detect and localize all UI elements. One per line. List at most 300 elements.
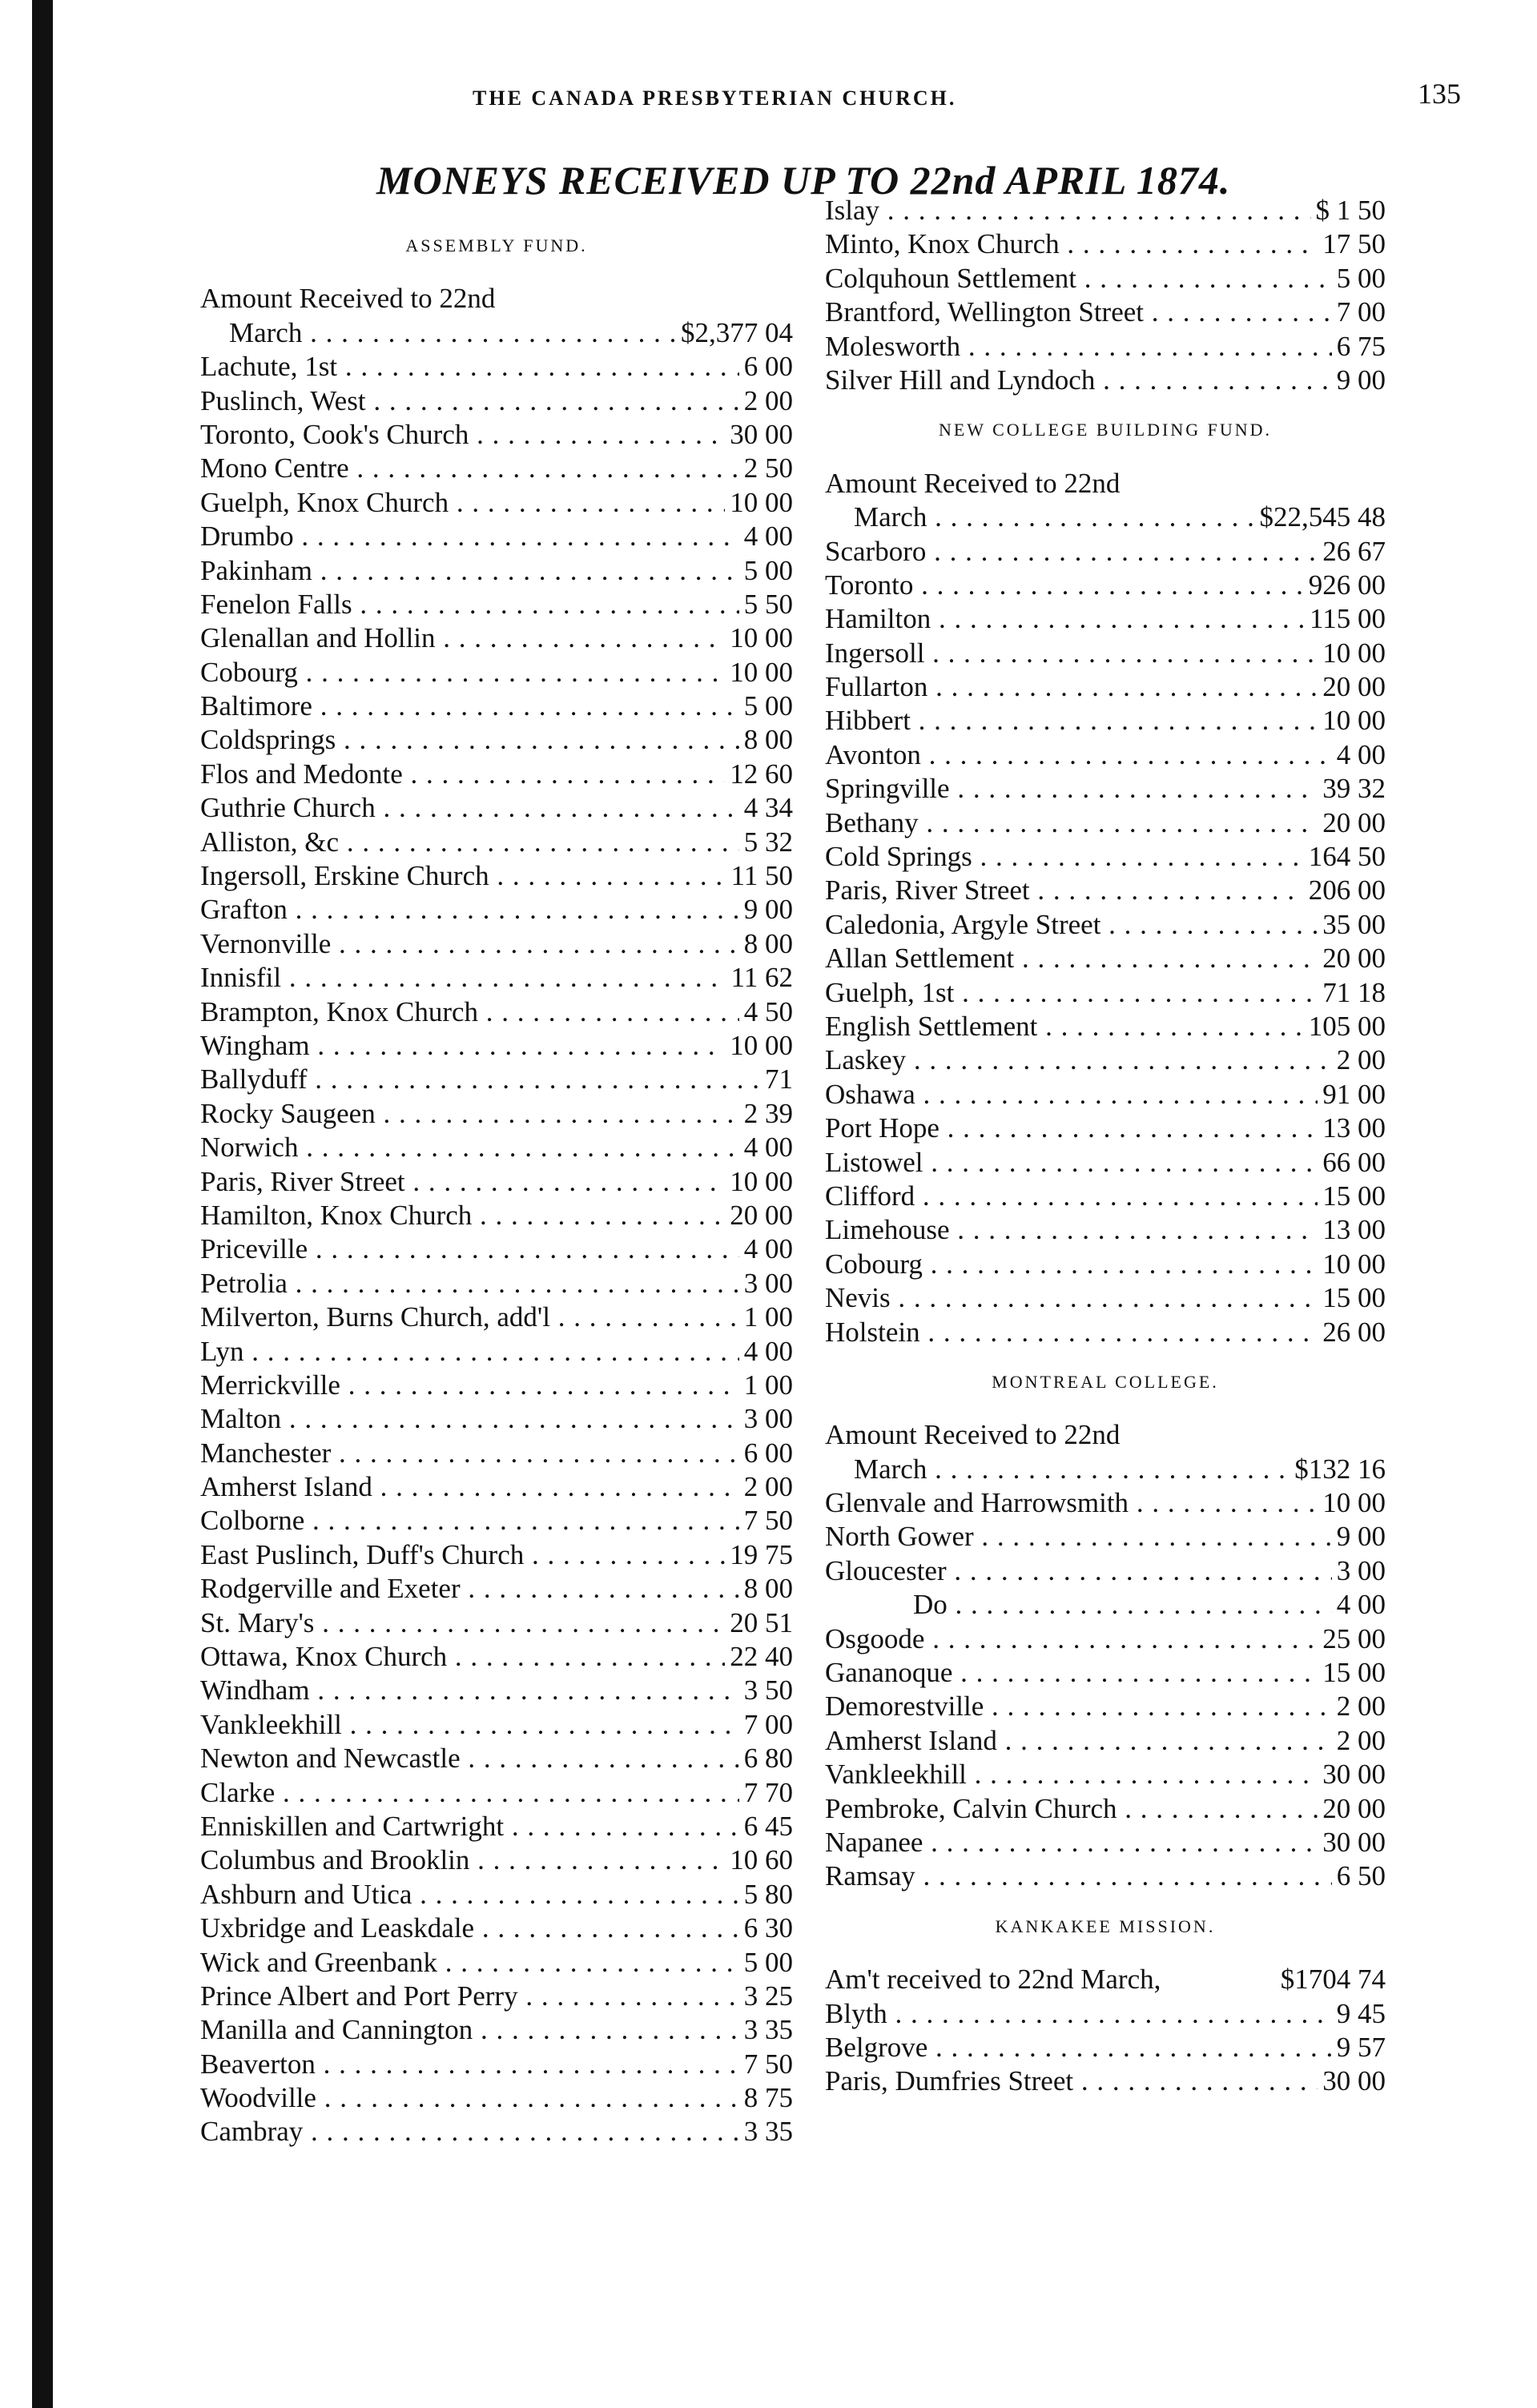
entry-congregation: Blyth . . . xyxy=(825,1997,1332,2031)
entry-amount: 20 51 xyxy=(730,1606,793,1638)
assembly-fund-continued-list xyxy=(825,194,1386,397)
entry-congregation: Brampton, Knox Church . . . xyxy=(200,995,739,1029)
entry-amount: 15 00 xyxy=(1322,1180,1386,1212)
entry-congregation: Cold Springs . . . xyxy=(825,840,1304,874)
entry-congregation: Scarboro . . . xyxy=(825,535,1318,569)
entry-amount: 17 50 xyxy=(1322,228,1386,260)
entry-congregation: Mono Centre . . . xyxy=(200,452,739,485)
entry-amount: 30 00 xyxy=(1322,1759,1386,1791)
assembly-fund-list xyxy=(200,350,793,2149)
ledger-entry xyxy=(200,1300,793,1334)
entry-congregation: Alliston, &c . . . xyxy=(200,826,739,859)
entry-congregation: Napanee . . . xyxy=(825,1826,1318,1859)
ledger-entry xyxy=(825,330,1386,364)
entry-congregation: Vernonville . . . xyxy=(200,927,739,961)
entry-amount: 20 00 xyxy=(1322,943,1386,975)
ledger-entry xyxy=(825,637,1386,670)
entry-congregation: Demorestville . . . xyxy=(825,1690,1332,1723)
ledger-entry xyxy=(200,1742,793,1775)
entry-congregation: Ingersoll, Erskine Church . . . xyxy=(200,859,726,893)
entry-amount: 15 00 xyxy=(1322,1282,1386,1314)
entry-congregation: North Gower . . . xyxy=(825,1520,1332,1554)
entry-congregation: Holstein . . . xyxy=(825,1316,1318,1349)
entry-congregation: Toronto . . . xyxy=(825,569,1304,602)
entry-amount: 13 00 xyxy=(1322,1214,1386,1246)
entry-congregation: Paris, River Street . . . xyxy=(200,1165,725,1199)
entry-amount: 9 00 xyxy=(1336,1521,1386,1553)
ledger-entry xyxy=(825,227,1386,261)
entry-amount: 10 00 xyxy=(730,656,793,688)
entry-amount: 5 00 xyxy=(743,1946,793,1978)
entry-amount: 4 00 xyxy=(743,1132,793,1164)
opening-amount: $1704 74 xyxy=(1280,1964,1386,1996)
entry-amount: 30 00 xyxy=(1322,2065,1386,2097)
entry-amount: 10 00 xyxy=(730,1029,793,1061)
ledger-entry xyxy=(200,1369,793,1402)
entry-amount: 7 00 xyxy=(1336,296,1386,328)
entry-amount: 26 67 xyxy=(1322,535,1386,567)
entry-congregation: Fullarton . . . xyxy=(825,670,1318,704)
entry-amount: 12 60 xyxy=(730,758,793,790)
entry-amount: 19 75 xyxy=(730,1538,793,1570)
ledger-entry xyxy=(200,1878,793,1912)
ledger-entry xyxy=(200,859,793,893)
entry-congregation: Ashburn and Utica . . . xyxy=(200,1878,739,1912)
ledger-entry xyxy=(825,772,1386,806)
entry-congregation: Gananoque . . . xyxy=(825,1656,1318,1690)
ledger-entry xyxy=(200,1606,793,1640)
ledger-entry xyxy=(200,1980,793,2013)
entry-amount: 9 00 xyxy=(743,894,793,926)
entry-congregation: St. Mary's . . . xyxy=(200,1606,725,1640)
ledger-entry xyxy=(200,2013,793,2047)
entry-amount: 926 00 xyxy=(1308,569,1386,601)
ledger-entry xyxy=(200,1572,793,1606)
entry-amount: 9 45 xyxy=(1336,1997,1386,2029)
entry-congregation: Guelph, 1st . . . xyxy=(825,976,1318,1010)
entry-congregation: Allan Settlement . . . xyxy=(825,942,1318,975)
ledger-entry xyxy=(825,1180,1386,1213)
entry-congregation: Ramsay . . . xyxy=(825,1859,1332,1893)
entry-congregation: English Settlement . . . xyxy=(825,1010,1304,1043)
entry-congregation: Petrolia . . . xyxy=(200,1267,739,1300)
ledger-entry xyxy=(825,262,1386,295)
entry-congregation: Do . . . xyxy=(825,1588,1332,1622)
entry-congregation: Port Hope . . . xyxy=(825,1112,1318,1145)
ledger-entry xyxy=(200,350,793,384)
entry-congregation: Flos and Medonte . . . xyxy=(200,758,725,791)
page-title: MONEYS RECEIVED UP TO 22nd APRIL 1874. xyxy=(376,158,1231,203)
entry-amount: 2 00 xyxy=(743,384,793,416)
entry-congregation: Priceville . . . xyxy=(200,1232,739,1266)
ledger-entry xyxy=(825,194,1386,227)
entry-amount: 6 80 xyxy=(743,1743,793,1775)
ledger-entry xyxy=(825,295,1386,329)
entry-congregation: Rodgerville and Exeter . . . xyxy=(200,1572,739,1606)
ledger-entry xyxy=(825,1826,1386,1859)
ledger-entry xyxy=(825,1112,1386,1145)
ledger-entry xyxy=(200,1097,793,1131)
ledger-entry xyxy=(825,1656,1386,1690)
entry-congregation: East Puslinch, Duff's Church . . . xyxy=(200,1538,725,1572)
entry-amount: 7 00 xyxy=(743,1708,793,1740)
entry-congregation: Guelph, Knox Church . . . xyxy=(200,486,725,520)
ledger-entry xyxy=(200,1335,793,1369)
right-column xyxy=(825,194,1386,2099)
entry-amount: 3 00 xyxy=(1336,1554,1386,1586)
entry-amount: 30 00 xyxy=(730,418,793,450)
entry-amount: 2 50 xyxy=(743,452,793,484)
entry-amount: 4 00 xyxy=(1336,1589,1386,1621)
entry-congregation: Wick and Greenbank . . . xyxy=(200,1946,739,1980)
entry-amount: 7 50 xyxy=(743,1505,793,1537)
ledger-entry xyxy=(825,1554,1386,1588)
ledger-entry xyxy=(200,2115,793,2149)
entry-congregation: Cobourg . . . xyxy=(200,656,725,689)
entry-congregation: Caledonia, Argyle Street . . . xyxy=(825,908,1318,942)
entry-congregation: Clarke . . . xyxy=(200,1776,739,1810)
entry-congregation: Hamilton . . . xyxy=(825,602,1305,636)
ledger-entry xyxy=(825,1281,1386,1315)
entry-amount: 1 00 xyxy=(743,1369,793,1401)
entry-congregation: Islay . . . xyxy=(825,194,1311,227)
entry-amount: 66 00 xyxy=(1322,1146,1386,1178)
entry-amount: 10 00 xyxy=(1322,1487,1386,1519)
entry-amount: 15 00 xyxy=(1322,1657,1386,1689)
montreal-college-opening-line: Amount Received to 22nd xyxy=(825,1419,1121,1451)
entry-congregation: Milverton, Burns Church, add'l . . . xyxy=(200,1300,739,1334)
ledger-entry xyxy=(200,893,793,927)
entry-amount: 20 00 xyxy=(1322,806,1386,838)
ledger-entry xyxy=(200,452,793,485)
entry-congregation: Coldsprings . . . xyxy=(200,723,739,757)
ledger-entry xyxy=(825,1758,1386,1791)
ledger-entry xyxy=(200,1437,793,1470)
ledger-entry xyxy=(825,602,1386,636)
entry-congregation: Nevis . . . xyxy=(825,1281,1318,1315)
ledger-entry xyxy=(200,826,793,859)
entry-amount: 7 50 xyxy=(743,2048,793,2080)
entry-amount: 6 50 xyxy=(1336,1860,1386,1892)
entry-amount: 71 xyxy=(765,1063,793,1095)
entry-amount: 2 00 xyxy=(743,1471,793,1503)
entry-amount: 20 00 xyxy=(1322,671,1386,703)
entry-amount: 4 50 xyxy=(743,995,793,1027)
opening-label: March . . . xyxy=(854,500,1255,534)
opening-amount: $2,377 04 xyxy=(681,316,793,348)
entry-amount: 10 00 xyxy=(730,486,793,518)
entry-amount: 7 70 xyxy=(743,1776,793,1808)
entry-congregation: Belgrove . . . xyxy=(825,2031,1332,2064)
entry-amount: 5 80 xyxy=(743,1878,793,1910)
entry-amount: 5 00 xyxy=(743,690,793,722)
entry-amount: 3 35 xyxy=(743,2014,793,2046)
opening-label: March . . . xyxy=(229,316,676,350)
ledger-entry xyxy=(200,1165,793,1199)
entry-congregation: Puslinch, West . . . xyxy=(200,384,739,418)
entry-congregation: Ingersoll . . . xyxy=(825,637,1318,670)
entry-amount: 5 50 xyxy=(743,588,793,620)
ledger-entry xyxy=(200,486,793,520)
entry-amount: 20 00 xyxy=(730,1199,793,1231)
entry-amount: 91 00 xyxy=(1322,1078,1386,1110)
ledger-entry xyxy=(825,1724,1386,1758)
ledger-entry xyxy=(200,995,793,1029)
college-building-fund-list xyxy=(825,535,1386,1349)
entry-amount: 20 00 xyxy=(1322,1792,1386,1824)
entry-congregation: Vankleekhill . . . xyxy=(825,1758,1318,1791)
entry-amount: 3 25 xyxy=(743,1980,793,2012)
kankakee-mission-list xyxy=(825,1997,1386,2099)
entry-amount: 6 45 xyxy=(743,1810,793,1842)
kankakee-opening-balance xyxy=(825,1963,1386,1996)
entry-congregation: Malton . . . xyxy=(200,1402,739,1436)
entry-amount: 25 00 xyxy=(1322,1622,1386,1654)
entry-amount: 10 00 xyxy=(1322,1248,1386,1280)
entry-amount: 4 00 xyxy=(743,1233,793,1265)
entry-amount: 115 00 xyxy=(1310,603,1386,635)
ledger-entry xyxy=(825,1622,1386,1656)
college-fund-opening-balance xyxy=(825,500,1386,534)
entry-congregation: Windham . . . xyxy=(200,1674,739,1707)
running-head: THE CANADA PRESBYTERIAN CHURCH. xyxy=(473,86,957,110)
entry-congregation: Amherst Island . . . xyxy=(200,1470,739,1504)
entry-congregation: Drumbo . . . xyxy=(200,520,739,553)
college-building-fund-heading: NEW COLLEGE BUILDING FUND. xyxy=(938,420,1273,440)
montreal-college-heading: MONTREAL COLLEGE. xyxy=(992,1371,1219,1392)
ledger-entry xyxy=(200,656,793,689)
entry-congregation: Oshawa . . . xyxy=(825,1078,1318,1112)
ledger-entry xyxy=(825,1010,1386,1043)
ledger-entry xyxy=(200,1470,793,1504)
entry-congregation: Listowel . . . xyxy=(825,1146,1318,1180)
entry-congregation: Toronto, Cook's Church . . . xyxy=(200,418,725,452)
left-column xyxy=(200,229,793,2149)
ledger-entry xyxy=(825,1859,1386,1893)
ledger-entry xyxy=(825,704,1386,738)
entry-congregation: Beaverton . . . xyxy=(200,2048,739,2081)
entry-amount: 71 18 xyxy=(1322,976,1386,1008)
entry-amount: 5 00 xyxy=(1336,262,1386,294)
entry-congregation: Colborne . . . xyxy=(200,1504,739,1538)
ledger-entry xyxy=(200,1232,793,1266)
ledger-entry xyxy=(825,1792,1386,1826)
entry-amount: 8 00 xyxy=(743,1573,793,1605)
entry-congregation: Manchester . . . xyxy=(200,1437,739,1470)
entry-congregation: Fenelon Falls . . . xyxy=(200,588,739,621)
ledger-entry xyxy=(200,1063,793,1096)
entry-congregation: Uxbridge and Leaskdale . . . xyxy=(200,1912,739,1945)
entry-amount: 3 50 xyxy=(743,1674,793,1707)
entry-congregation: Springville . . . xyxy=(825,772,1318,806)
entry-congregation: Minto, Knox Church . . . xyxy=(825,227,1318,261)
entry-congregation: Lyn . . . xyxy=(200,1335,739,1369)
ledger-entry xyxy=(825,535,1386,569)
ledger-entry xyxy=(200,520,793,553)
entry-congregation: Enniskillen and Cartwright . . . xyxy=(200,1810,739,1843)
ledger-entry xyxy=(200,1946,793,1980)
entry-congregation: Paris, Dumfries Street . . . xyxy=(825,2064,1318,2098)
ledger-entry xyxy=(825,364,1386,397)
entry-amount: 2 00 xyxy=(1336,1724,1386,1756)
entry-amount: 3 00 xyxy=(743,1403,793,1435)
ledger-entry xyxy=(200,1402,793,1436)
ledger-entry xyxy=(200,758,793,791)
entry-congregation: Manilla and Cannington . . . xyxy=(200,2013,739,2047)
entry-amount: 4 00 xyxy=(743,521,793,553)
ledger-entry xyxy=(200,1843,793,1877)
ledger-entry xyxy=(200,1810,793,1843)
entry-congregation: Laskey . . . xyxy=(825,1043,1332,1077)
entry-amount: 6 00 xyxy=(743,351,793,383)
ledger-entry xyxy=(200,1131,793,1164)
book-spine-shadow xyxy=(32,0,53,2408)
entry-congregation: Vankleekhill . . . xyxy=(200,1708,739,1742)
entry-congregation: Norwich . . . xyxy=(200,1131,739,1164)
ledger-entry xyxy=(825,1248,1386,1281)
ledger-entry xyxy=(825,1043,1386,1077)
entry-congregation: Innisfil . . . xyxy=(200,961,726,995)
opening-label: Am't received to 22nd March, xyxy=(825,1964,1161,1996)
entry-congregation: Pakinham . . . xyxy=(200,554,739,588)
entry-amount: 5 32 xyxy=(743,826,793,858)
ledger-entry xyxy=(200,723,793,757)
ledger-entry xyxy=(200,961,793,995)
ledger-entry xyxy=(200,384,793,418)
entry-amount: 11 50 xyxy=(730,860,793,892)
entry-amount: 10 00 xyxy=(730,622,793,654)
ledger-entry xyxy=(200,588,793,621)
ledger-entry xyxy=(200,2048,793,2081)
entry-congregation: Baltimore . . . xyxy=(200,689,739,723)
entry-amount: 30 00 xyxy=(1322,1826,1386,1858)
ledger-entry xyxy=(200,1029,793,1063)
entry-congregation: Bethany . . . xyxy=(825,806,1318,840)
entry-amount: 9 57 xyxy=(1336,2031,1386,2063)
entry-congregation: Ballyduff . . . xyxy=(200,1063,760,1096)
entry-amount: 8 00 xyxy=(743,724,793,756)
ledger-entry xyxy=(825,1997,1386,2031)
entry-amount: 6 00 xyxy=(743,1437,793,1469)
ledger-entry xyxy=(200,1776,793,1810)
ledger-entry xyxy=(825,840,1386,874)
ledger-entry xyxy=(200,1504,793,1538)
entry-amount: 22 40 xyxy=(730,1641,793,1673)
ledger-entry xyxy=(200,1674,793,1707)
entry-congregation: Brantford, Wellington Street . . . xyxy=(825,295,1332,329)
page-number: 135 xyxy=(1418,78,1461,110)
montreal-college-opening-balance xyxy=(825,1453,1386,1486)
entry-amount: 4 00 xyxy=(1336,738,1386,770)
ledger-entry xyxy=(825,738,1386,772)
entry-amount: 4 34 xyxy=(743,792,793,824)
entry-amount: 2 39 xyxy=(743,1097,793,1129)
entry-amount: 10 00 xyxy=(730,1165,793,1197)
entry-amount: 3 00 xyxy=(743,1267,793,1299)
college-fund-opening-line: Amount Received to 22nd xyxy=(825,467,1121,499)
entry-amount: 26 00 xyxy=(1322,1316,1386,1348)
kankakee-mission-heading: KANKAKEE MISSION. xyxy=(995,1916,1216,1936)
ledger-entry xyxy=(825,1690,1386,1723)
ledger-entry xyxy=(200,791,793,825)
entry-amount: 6 75 xyxy=(1336,330,1386,362)
entry-congregation: Gloucester . . . xyxy=(825,1554,1332,1588)
entry-congregation: Silver Hill and Lyndoch . . . xyxy=(825,364,1332,397)
entry-amount: 8 75 xyxy=(743,2082,793,2114)
entry-amount: 35 00 xyxy=(1322,908,1386,940)
ledger-entry xyxy=(200,1538,793,1572)
assembly-fund-opening-line: Amount Received to 22nd xyxy=(200,283,496,315)
ledger-entry xyxy=(200,2081,793,2115)
ledger-entry xyxy=(825,569,1386,602)
entry-amount: 5 00 xyxy=(743,554,793,586)
entry-amount: 4 00 xyxy=(743,1335,793,1367)
entry-amount: 13 00 xyxy=(1322,1112,1386,1144)
entry-congregation: Pembroke, Calvin Church . . . xyxy=(825,1792,1318,1826)
ledger-entry xyxy=(825,874,1386,907)
ledger-entry xyxy=(200,418,793,452)
entry-congregation: Prince Albert and Port Perry . . . xyxy=(200,1980,739,2013)
entry-amount: 6 30 xyxy=(743,1912,793,1944)
ledger-entry xyxy=(200,1708,793,1742)
entry-amount: 11 62 xyxy=(730,962,793,994)
entry-amount: 10 60 xyxy=(730,1844,793,1876)
ledger-entry xyxy=(200,1199,793,1232)
opening-amount: $132 16 xyxy=(1294,1453,1386,1485)
ledger-entry xyxy=(825,1520,1386,1554)
ledger-entry xyxy=(825,942,1386,975)
entry-congregation: Hamilton, Knox Church . . . xyxy=(200,1199,725,1232)
entry-congregation: Grafton . . . xyxy=(200,893,739,927)
ledger-entry xyxy=(825,976,1386,1010)
entry-congregation: Cobourg . . . xyxy=(825,1248,1318,1281)
entry-amount: 105 00 xyxy=(1308,1010,1386,1042)
entry-congregation: Merrickville . . . xyxy=(200,1369,739,1402)
ledger-entry xyxy=(200,927,793,961)
entry-amount: 10 00 xyxy=(1322,637,1386,669)
entry-amount: 3 35 xyxy=(743,2116,793,2148)
ledger-entry xyxy=(825,1316,1386,1349)
entry-congregation: Paris, River Street . . . xyxy=(825,874,1304,907)
entry-congregation: Limehouse . . . xyxy=(825,1213,1318,1247)
ledger-entry xyxy=(200,689,793,723)
ledger-entry xyxy=(825,1486,1386,1520)
ledger-entry xyxy=(825,1213,1386,1247)
entry-amount: 2 00 xyxy=(1336,1690,1386,1723)
ledger-entry xyxy=(825,1146,1386,1180)
entry-congregation: Lachute, 1st . . . xyxy=(200,350,739,384)
ledger-entry xyxy=(200,554,793,588)
opening-amount: $22,545 48 xyxy=(1259,501,1386,533)
entry-congregation: Newton and Newcastle . . . xyxy=(200,1742,739,1775)
ledger-entry xyxy=(825,670,1386,704)
entry-amount: 10 00 xyxy=(1322,705,1386,737)
entry-congregation: Columbus and Brooklin . . . xyxy=(200,1843,725,1877)
entry-amount: 9 00 xyxy=(1336,364,1386,396)
ledger-entry xyxy=(200,1267,793,1300)
entry-amount: 8 00 xyxy=(743,927,793,959)
ledger-entry xyxy=(825,2064,1386,2098)
entry-amount: 1 00 xyxy=(743,1301,793,1333)
ledger-entry xyxy=(825,1588,1386,1622)
assembly-fund-opening-balance xyxy=(200,316,793,350)
entry-amount: $ 1 50 xyxy=(1315,195,1386,226)
entry-congregation: Colquhoun Settlement . . . xyxy=(825,262,1332,295)
entry-congregation: Molesworth . . . xyxy=(825,330,1332,364)
entry-congregation: Hibbert . . . xyxy=(825,704,1318,738)
entry-amount: 39 32 xyxy=(1322,773,1386,805)
entry-congregation: Guthrie Church . . . xyxy=(200,791,739,825)
